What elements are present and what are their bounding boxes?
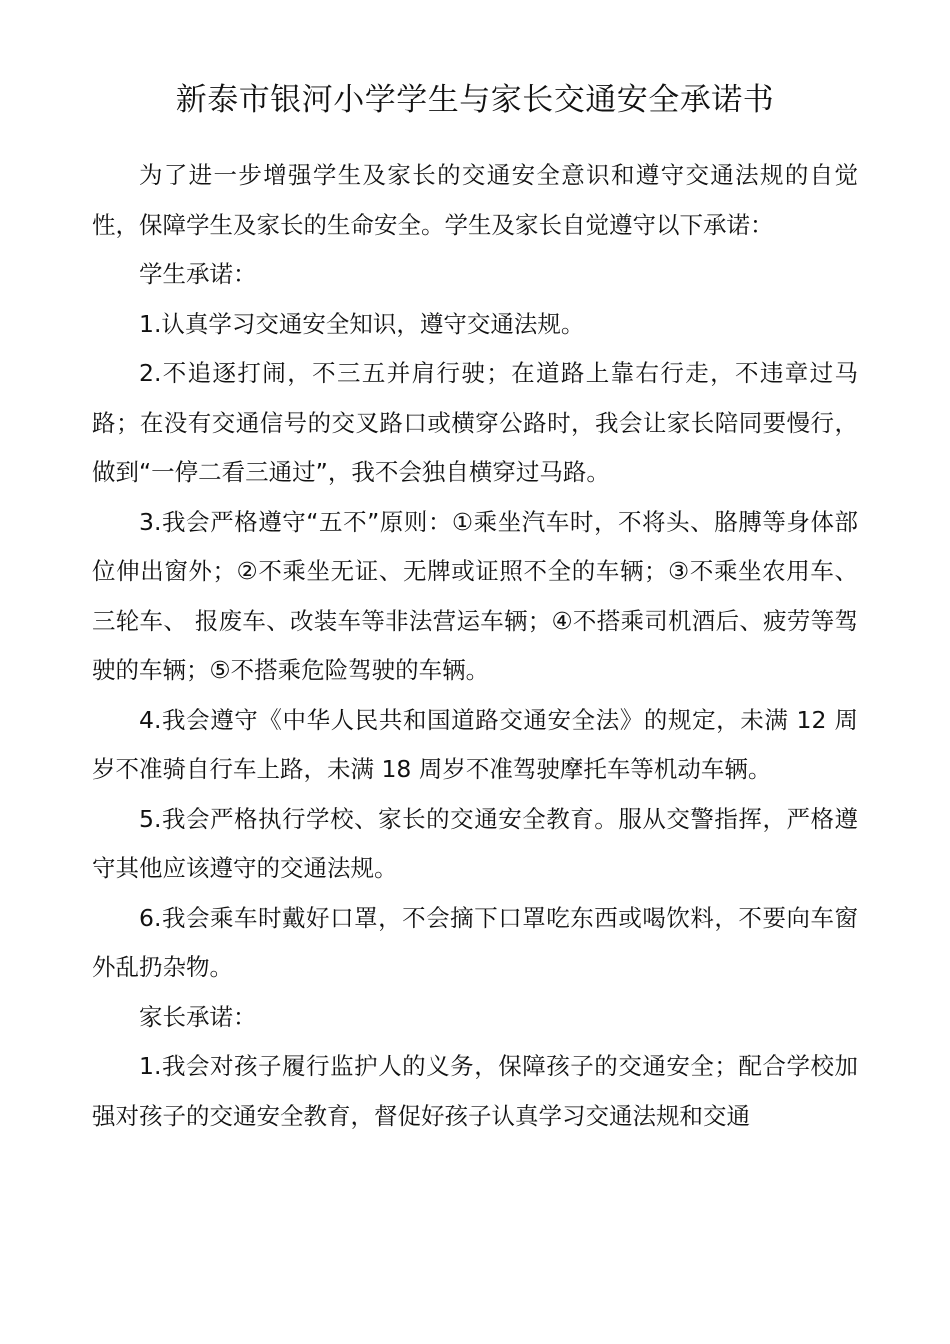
- document-title: 新泰市银河小学学生与家长交通安全承诺书: [175, 82, 775, 118]
- student-pledge-item: 5.我会严格执行学校、家长的交通安全教育。服从交警指挥，严格遵守其他应该遵守的交通法规。: [92, 804, 858, 882]
- student-pledge-item: 4.我会遵守《中华人民共和国道路交通安全法》的规定，未满 12 周岁不准骑自行车上路，未满 18 周岁不准驾驶摩托车等机动车辆。: [92, 705, 858, 783]
- student-pledge-item: 2.不追逐打闹，不三五并肩行驶；在道路上靠右行走，不违章过马路；在没有交通信号的交叉路口或横穿公路时，我会让家长陪同要慢行， 做到“一停二看三通过”，我不会独自横穿过马路。: [92, 359, 858, 486]
- document-body: [92, 151, 858, 1141]
- intro-paragraph: 为了进一步增强学生及家长的交通安全意识和遵守交通法规的自觉性，保障学生及家长的生命安全。学生及家长自觉遵守以下承诺：: [92, 161, 858, 239]
- parent-pledge-item: 1.我会对孩子履行监护人的义务，保障孩子的交通安全；配合学校加强对孩子的交通安全教育，督促好孩子认真学习交通法规和交通: [92, 1052, 858, 1130]
- student-pledge-item: 1.认真学习交通安全知识，遵守交通法规。: [139, 309, 585, 338]
- student-pledge-heading: 学生承诺：: [139, 260, 257, 288]
- parent-pledge-heading: 家长承诺：: [139, 1002, 257, 1031]
- student-pledge-item: 6.我会乘车时戴好口罩，不会摘下口罩吃东西或喝饮料，不要向车窗外乱扔杂物。: [92, 903, 858, 981]
- student-pledge-item: 3.我会严格遵守“五不”原则：①乘坐汽车时，不将头、胳膊等身体部位伸出窗外；②不乘坐无证、无牌或证照不全的车辆；③不乘坐农用车、三轮车、 报废车、改装车等非法营运车辆；④不搭乘司机酒后、疲劳等驾驶的车辆；⑤不搭乘危险驾驶的车辆。: [92, 507, 858, 684]
